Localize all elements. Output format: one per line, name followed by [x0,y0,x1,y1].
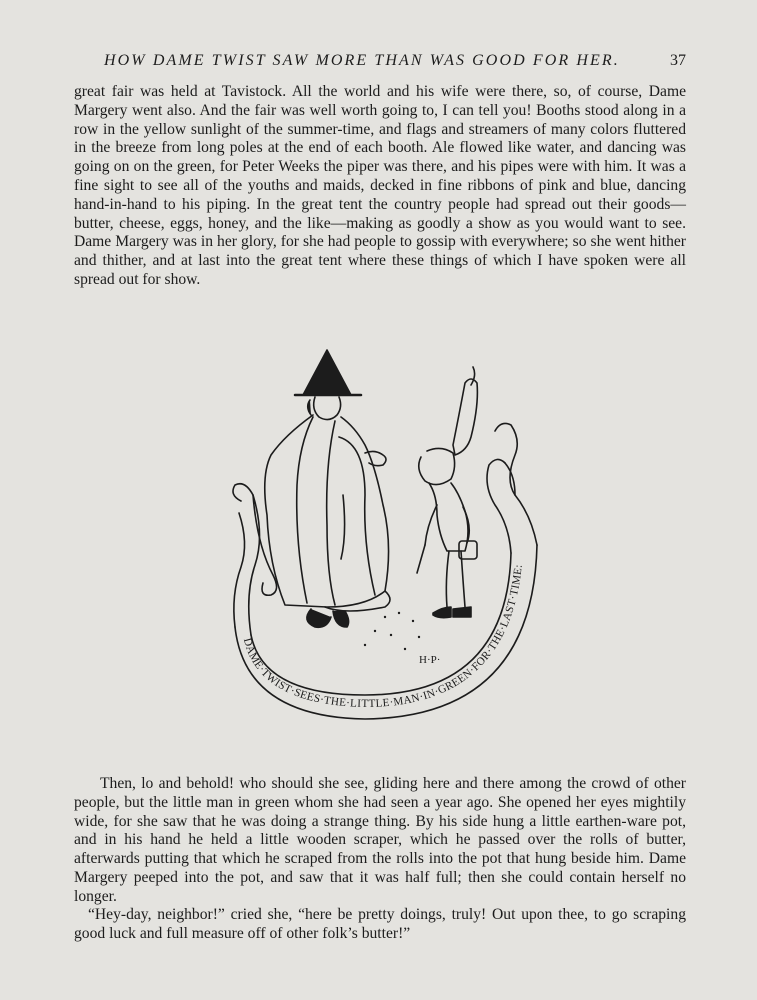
page-number: 37 [670,52,686,69]
banner-caption-text [241,564,525,710]
illustration [215,345,545,725]
banner-caption: DAME·TWIST·SEES·THE·LITTLE·MAN·IN·GREEN·FOR·THE·LAST·TIME: [240,563,525,711]
chapter-title: HOW DAME TWIST SAW MORE THAN WAS GOOD FOR HER. [104,52,620,69]
ground-dots [364,612,420,650]
body-paragraph-2: Then, lo and behold! who should she see, gliding here and there among the crowd of other people, but the little man in green whom she had seen a year ago. She opened her eyes mightily wide, for she saw that he was doing a strange thing. By his side hung a little earthen-ware pot, and in his hand he held a little wooden scraper, which he passed over the rolls of butter, afterwards putting that which he scraped from the rolls into the pot that hung beside him. Dame Margery peeped into the pot, and saw that it was half full; then she could contain herself no longer. [74,775,686,905]
body-paragraph-3: “Hey-day, neighbor!” cried she, “here be pretty doings, truly! Out upon thee, to go scraping good luck and full measure off of other folk’s butter!” [74,906,686,942]
banner-ribbon [233,423,537,719]
illustrator-monogram: H·P· [419,654,441,666]
little-man-figure [417,367,477,618]
dame-margery-figure [265,350,390,627]
running-header [74,52,686,70]
illustration-drawing [215,345,545,725]
body-paragraph-1: great fair was held at Tavistock. All the world and his wife were there, so, of course, Dame Margery went also. And the fair was well worth going to, I can tell you! Booths stood along in a row in the yellow sunlight of the summer-time, and flags and streamers of many colors fluttered in the breeze from long poles at the end of each booth. Ale flowed like water, and dancing was going on on the green, for Peter Weeks the piper was there, and his pipes were with him. It was a fine sight to see all of the youths and maids, decked in fine ribbons of pink and blue, dancing hand-in-hand to his piping. In the great tent the country people had spread out their goods—butter, cheese, eggs, honey, and the like—making as goodly a show as you would want to see. Dame Margery was in her glory, for she had people to gossip with everywhere; so she went hither and thither, and at last into the great tent where these things of which I have spoken were all spread out for show. [74,83,686,288]
